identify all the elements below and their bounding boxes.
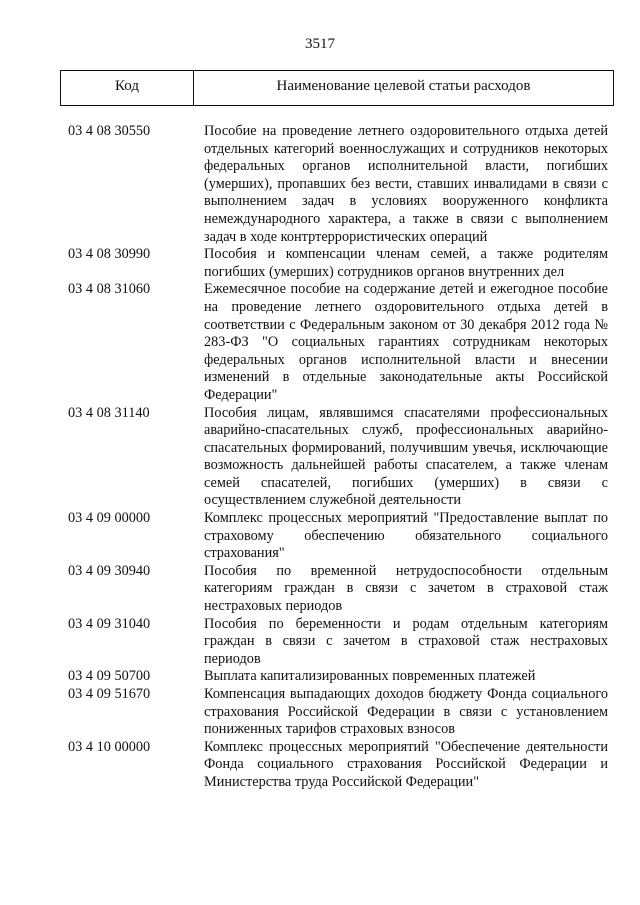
header-code: Код [61,71,194,105]
row-code: 03 4 09 50700 [68,668,151,685]
table-row [68,510,608,563]
table-body [68,123,608,792]
row-code: 03 4 08 31140 [68,404,150,421]
row-code: 03 4 09 30940 [68,562,151,579]
row-code: 03 4 09 00000 [68,510,151,527]
row-code: 03 4 09 51670 [68,686,151,702]
row-description: Пособие на проведение летнего оздоровительного отдыха детей отдельных категорий военнослужащих и сотрудников некоторых федеральных органов исполнительной власти, погибших (умерших), пропавших без вести, ставших инвалидами в связи с выполнением задач в условиях вооруженного конфликта немеждународного характера, а также в связи с выполнением задач в ходе контртеррористических операций [204,123,608,245]
row-description: Пособия и компенсации членам семей, а также родителям погибших (умерших) сотрудников органов внутренних дел [204,246,608,280]
row-description: Компенсация выпадающих доходов бюджету Фонда социального страхования Российской Федерации в связи с установлением пониженных тарифов страховых взносов [204,686,608,738]
row-code: 03 4 10 00000 [68,738,151,755]
row-code: 03 4 09 31040 [68,615,151,632]
row-description: Пособия по беременности и родам отдельным категориям граждан в связи с зачетом в страховой стаж нестраховых периодов [204,615,608,667]
table-row [68,246,608,281]
row-description: Комплекс процессных мероприятий "Обеспечение деятельности Фонда социального страхования Российской Федерации и Министерства труда Российской Федерации" [204,738,608,790]
table-row [68,739,608,792]
row-description: Комплекс процессных мероприятий "Предоставление выплат по страховому обеспечению обязательного социального страхования" [204,510,608,562]
row-code: 03 4 08 30990 [68,246,151,263]
page-number: 3517 [305,36,335,52]
table-row [68,563,608,616]
table-row [68,616,608,669]
table-row [68,123,608,246]
table-header [60,70,614,106]
row-description: Пособия лицам, являвшимся спасателями профессиональных аварийно-спасательных служб, профессиональных аварийно-спасательных формирований, получившим увечья, исключающие возможность дальнейшей работы спасателем, а также членам семей спасателей, погибших (умерших) в связи с осуществлением служебной деятельности [204,404,608,509]
row-description: Пособия по временной нетрудоспособности отдельным категориям граждан в связи с зачетом в страховой стаж нестраховых периодов [204,562,608,615]
row-description: Ежемесячное пособие на содержание детей и ежегодное пособие на проведение летнего оздоровительного отдыха детей в соответствии с Федеральным законом от 30 декабря 2012 года № 283-ФЗ "О социальных гарантиях сотрудникам некоторых федеральных органов исполнительной власти и внесении изменений в отдельные законодательные акты Российской Федерации" [204,281,608,403]
table-row [68,405,608,511]
row-description: Выплата капитализированных повременных платежей [204,668,536,685]
header-name: Наименование целевой статьи расходов [276,78,531,94]
table-row [68,686,608,739]
table-row [68,281,608,404]
table-row [68,668,608,686]
row-code: 03 4 08 30550 [68,123,151,139]
row-code: 03 4 08 31060 [68,281,151,298]
